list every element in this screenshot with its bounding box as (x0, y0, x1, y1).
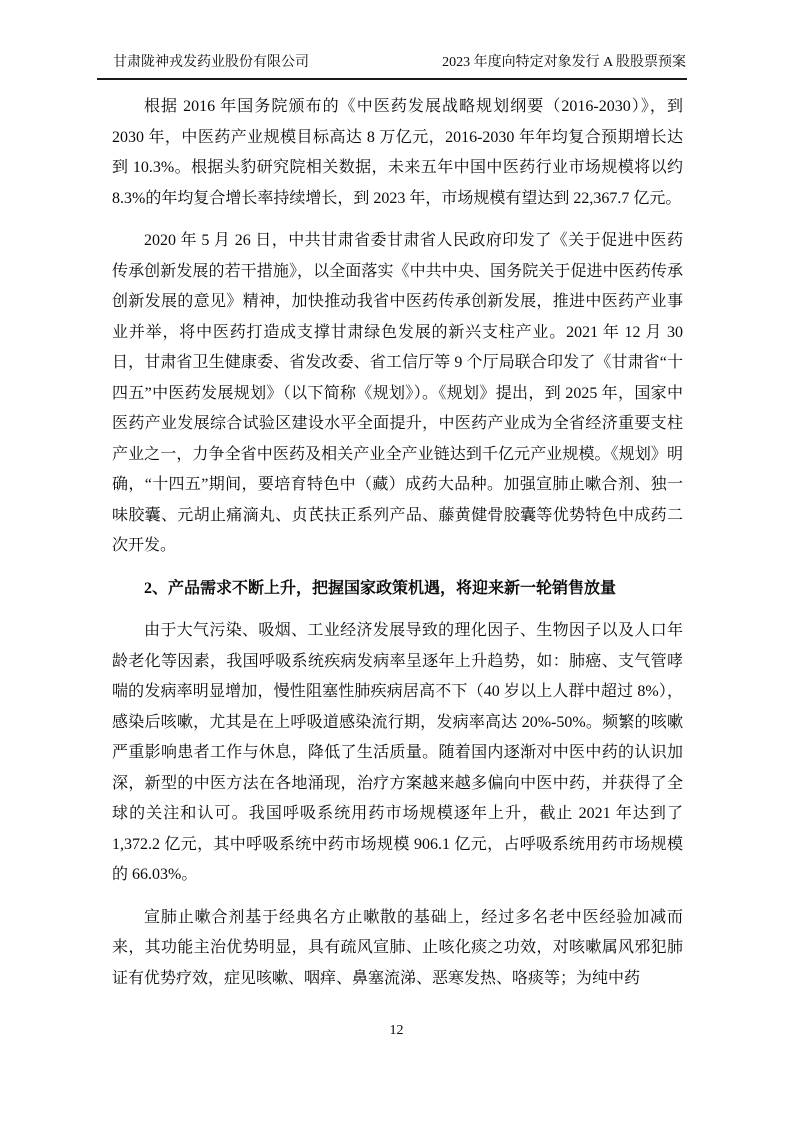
paragraph-gansu-tcm-policy: 2020 年 5 月 26 日，中共甘肃省委甘肃省人民政府印发了《关于促进中医药传承创新发展的若干措施》，以全面落实《中共中央、国务院关于促进中医药传承创新发展的意见》精神，加快推动我省中医药传承创新发展，推进中医药产业事业并举，将中医药打造成支撑甘肃绿色发展的新兴支柱产业。2021 年 12 月 30 日，甘肃省卫生健康委、省发改委、省工信厅等 9 个厅局联合印发了《甘肃省“十四五”中医药发展规划》（以下简称《规划》）。《规划》提出，到 2025 年，国家中医药产业发展综合试验区建设水平全面提升，中医药产业成为全省经济重要支柱产业之一，力争全省中医药及相关产业全产业链达到千亿元产业规模。《规划》明确，“十四五”期间，要培育特色中（藏）成药大品种。加强宣肺止嗽合剂、独一味胶囊、元胡止痛滴丸、贞芪扶正系列产品、藤黄健骨胶囊等优势特色中成药二次开发。 (112, 232, 683, 554)
header-divider (97, 78, 687, 80)
document-content (112, 92, 683, 1006)
page-number: 12 (389, 1023, 404, 1038)
paragraph-tcm-industry-scale: 根据 2016 年国务院颁布的《中医药发展战略规划纲要（2016-2030）》，到 2030 年，中医药产业规模目标高达 8 万亿元，2016-2030 年年均复合预期增长达到 10.3%。根据头豹研究院相关数据，未来五年中国中医药行业市场规模将以约 8.3%的年均复合增长率持续增长，到 2023 年，市场规模有望达到 22,367.7 亿元。 (112, 98, 683, 207)
page-footer (0, 1022, 793, 1040)
header-document-title: 2023 年度向特定对象发行 A 股股票预案 (442, 55, 686, 70)
page-header (113, 54, 686, 72)
header-company-name: 甘肃陇神戎发药业股份有限公司 (113, 55, 309, 70)
paragraph-respiratory-market: 由于大气污染、吸烟、工业经济发展导致的理化因子、生物因子以及人口年龄老化等因素，我国呼吸系统疾病发病率呈逐年上升趋势，如：肺癌、支气管哮喘的发病率明显增加，慢性阻塞性肺疾病居高不下（40 岁以上人群中超过 8%），感染后咳嗽，尤其是在上呼吸道感染流行期，发病率高达 20%-50%。频繁的咳嗽严重影响患者工作与休息，降低了生活质量。随着国内逐渐对中医中药的认识加深，新型的中医方法在各地涌现，治疗方案越来越多偏向中医中药，并获得了全球的关注和认可。我国呼吸系统用药市场规模逐年上升，截止 2021 年达到了 1,372.2 亿元，其中呼吸系统中药市场规模 906.1 亿元，占呼吸系统用药市场规模的 66.03%。 (112, 622, 683, 883)
section-heading-product-demand: 2、产品需求不断上升，把握国家政策机遇，将迎来新一轮销售放量 (144, 579, 617, 597)
paragraph-xuanfei-zhisou-product: 宣肺止嗽合剂基于经典名方止嗽散的基础上，经过多名老中医经验加减而来，其功能主治优势明显，具有疏风宣肺、止咳化痰之功效，对咳嗽属风邪犯肺证有优势疗效，症见咳嗽、咽痒、鼻塞流涕、恶寒发热、咯痰等；为纯中药 (112, 908, 683, 987)
